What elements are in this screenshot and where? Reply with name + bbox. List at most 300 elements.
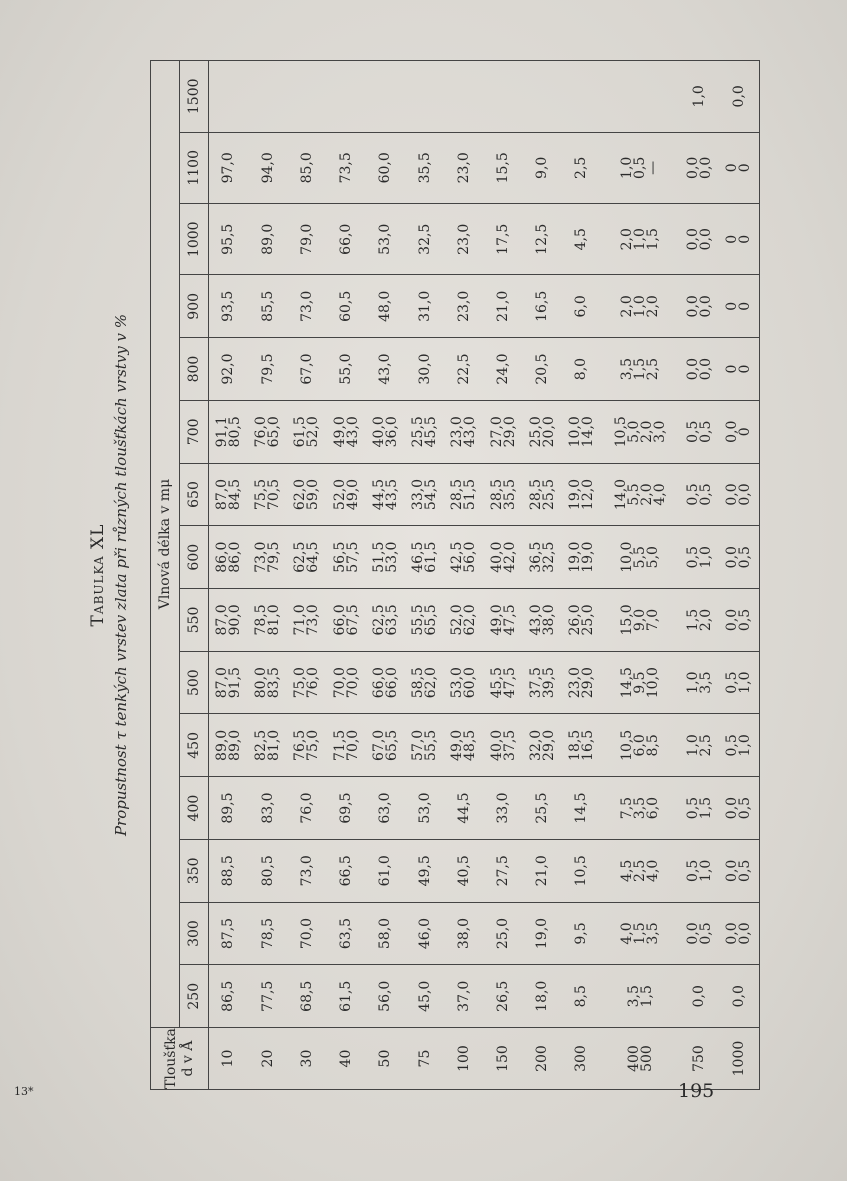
value-cell bbox=[719, 651, 759, 714]
value-cell bbox=[209, 965, 249, 1028]
transmittance-value: 87,0 84,5 bbox=[213, 478, 243, 511]
transmittance-value: 93,5 bbox=[220, 290, 237, 322]
value-cell bbox=[562, 839, 601, 902]
wavelength-header-cell: 700 bbox=[180, 400, 209, 463]
value-cell bbox=[719, 400, 759, 463]
value-cell bbox=[602, 132, 680, 203]
value-cell bbox=[680, 777, 719, 840]
transmittance-value: 73,0 bbox=[298, 855, 315, 887]
transmittance-value: 92,0 bbox=[220, 353, 237, 385]
transmittance-value: 79,5 bbox=[259, 353, 276, 385]
value-cell bbox=[523, 526, 562, 589]
transmittance-value: 52,0 49,0 bbox=[331, 478, 361, 511]
transmittance-value: 75,5 70,5 bbox=[253, 478, 283, 511]
transmittance-value: 62,5 63,5 bbox=[370, 604, 400, 636]
transmittance-value: 9,0 bbox=[534, 156, 551, 179]
transmittance-value: 85,5 bbox=[259, 290, 276, 322]
transmittance-value: 0,5 1,0 bbox=[724, 671, 754, 694]
transmittance-value: 87,5 bbox=[220, 917, 237, 950]
transmittance-value: 0,0 bbox=[730, 85, 747, 108]
wavelength-header-cell: 1500 bbox=[180, 61, 209, 133]
value-cell bbox=[445, 338, 484, 401]
wavelength-header-cell: 250 bbox=[180, 965, 209, 1028]
transmittance-value: 36,5 32,5 bbox=[527, 541, 557, 573]
transmittance-value: 78,5 bbox=[259, 917, 276, 950]
transmittance-value: 14,5 9,5 10,0 bbox=[619, 667, 662, 699]
transmittance-value: 1,5 2,0 bbox=[684, 608, 714, 632]
value-cell bbox=[445, 839, 484, 902]
thickness-cell bbox=[366, 1028, 405, 1090]
transmittance-value: 53,0 bbox=[416, 792, 433, 824]
transmittance-value: 40,0 36,0 bbox=[370, 416, 400, 448]
transmittance-value: 82,5 81,0 bbox=[253, 729, 283, 761]
value-cell bbox=[680, 651, 719, 714]
transmittance-value: 0 0 bbox=[724, 234, 754, 244]
value-cell bbox=[366, 714, 405, 777]
wavelength-header-cell: 350 bbox=[180, 839, 209, 902]
value-cell bbox=[327, 204, 366, 275]
value-cell bbox=[327, 132, 366, 203]
value-cell bbox=[405, 204, 444, 275]
wavelength-header-cell: 450 bbox=[180, 714, 209, 777]
transmittance-value: 19,0 bbox=[534, 917, 551, 950]
transmittance-value: 76,0 65,0 bbox=[253, 416, 283, 448]
transmittance-value: 1,0 3,5 bbox=[684, 671, 714, 694]
transmittance-value: 80,5 bbox=[259, 855, 276, 887]
value-cell bbox=[719, 61, 759, 133]
value-cell bbox=[209, 400, 249, 463]
transmittance-value: 28,5 51,5 bbox=[449, 478, 479, 511]
value-cell bbox=[562, 526, 601, 589]
table-row bbox=[209, 61, 249, 1090]
transmittance-value: 2,0 1,0 2,0 bbox=[619, 295, 662, 318]
thickness-cell bbox=[562, 1028, 601, 1090]
value-cell bbox=[602, 463, 680, 526]
value-cell bbox=[288, 400, 327, 463]
transmittance-value: 14,0 5,5 2,0 4,0 bbox=[612, 478, 668, 511]
value-cell bbox=[249, 463, 288, 526]
transmittance-value: 62,0 59,0 bbox=[292, 478, 322, 511]
value-cell bbox=[445, 132, 484, 203]
thickness-value: 750 bbox=[691, 1045, 708, 1072]
value-cell bbox=[405, 61, 444, 133]
value-cell bbox=[445, 777, 484, 840]
value-cell bbox=[209, 338, 249, 401]
value-cell bbox=[405, 589, 444, 652]
transmittance-value: 79,0 bbox=[298, 223, 315, 255]
value-cell bbox=[209, 902, 249, 965]
value-cell bbox=[249, 651, 288, 714]
thickness-value: 40 bbox=[338, 1049, 355, 1068]
transmittance-value: 10,5 5,0 2,0 3,0 bbox=[612, 416, 668, 448]
table-body bbox=[209, 61, 760, 1090]
value-cell bbox=[484, 777, 523, 840]
transmittance-value: 23,0 bbox=[455, 223, 472, 255]
value-cell bbox=[366, 61, 405, 133]
value-cell bbox=[484, 275, 523, 338]
value-cell bbox=[445, 965, 484, 1028]
table-subtitle: Propustnost τ tenkých vrstev zlata při různých tloušťkách vrstvy v % bbox=[112, 313, 130, 837]
transmittance-value: 23,0 43,0 bbox=[449, 416, 479, 448]
transmittance-value: 57,0 55,5 bbox=[410, 729, 440, 761]
value-cell bbox=[602, 839, 680, 902]
value-cell bbox=[445, 902, 484, 965]
value-cell bbox=[719, 275, 759, 338]
transmittance-value: 24,0 bbox=[495, 353, 512, 385]
value-cell bbox=[445, 400, 484, 463]
value-cell bbox=[719, 902, 759, 965]
value-cell bbox=[327, 526, 366, 589]
value-cell bbox=[445, 589, 484, 652]
value-cell bbox=[602, 651, 680, 714]
transmittance-value: 67,0 bbox=[298, 353, 315, 385]
transmittance-value: 52,0 62,0 bbox=[449, 604, 479, 636]
value-cell bbox=[719, 965, 759, 1028]
value-cell bbox=[405, 275, 444, 338]
transmittance-value: 0,5 1,0 bbox=[724, 734, 754, 757]
transmittance-value: 56,0 bbox=[377, 980, 394, 1012]
transmittance-value: 63,0 bbox=[377, 792, 394, 824]
value-cell bbox=[680, 965, 719, 1028]
value-cell bbox=[562, 902, 601, 965]
value-cell bbox=[209, 463, 249, 526]
thickness-value: 300 bbox=[573, 1045, 590, 1072]
value-cell bbox=[288, 132, 327, 203]
value-cell bbox=[602, 526, 680, 589]
transmittance-value: 38,0 bbox=[455, 917, 472, 950]
thickness-header-line1: Tloušťka bbox=[162, 1028, 179, 1089]
thickness-cell bbox=[288, 1028, 327, 1090]
transmittance-value: 17,5 bbox=[495, 223, 512, 255]
value-cell bbox=[562, 651, 601, 714]
value-cell bbox=[680, 839, 719, 902]
transmittance-value: 49,5 bbox=[416, 855, 433, 887]
transmittance-value: 0,0 0,0 bbox=[724, 483, 754, 506]
value-cell bbox=[602, 965, 680, 1028]
value-cell bbox=[209, 204, 249, 275]
transmittance-value: 15,5 bbox=[495, 152, 512, 184]
thickness-value: 150 bbox=[495, 1045, 512, 1072]
value-cell bbox=[366, 463, 405, 526]
sheet-mark: 13* bbox=[14, 1085, 34, 1098]
transmittance-value: 66,0 67,5 bbox=[331, 604, 361, 636]
transmittance-value: 87,0 91,5 bbox=[213, 667, 243, 699]
value-cell bbox=[327, 902, 366, 965]
value-cell bbox=[327, 965, 366, 1028]
value-cell bbox=[327, 714, 366, 777]
value-cell bbox=[523, 61, 562, 133]
value-cell bbox=[366, 275, 405, 338]
value-cell bbox=[327, 839, 366, 902]
value-cell bbox=[680, 902, 719, 965]
value-cell bbox=[719, 714, 759, 777]
value-cell bbox=[445, 463, 484, 526]
value-cell bbox=[366, 204, 405, 275]
transmittance-value: 20,5 bbox=[534, 353, 551, 385]
transmittance-value: 35,5 bbox=[416, 152, 433, 184]
transmittance-value: 83,0 bbox=[259, 792, 276, 824]
value-cell bbox=[719, 338, 759, 401]
value-cell bbox=[249, 526, 288, 589]
transmittance-value: 0 0 bbox=[724, 364, 754, 374]
wavelength-header-cell: 400 bbox=[180, 777, 209, 840]
value-cell bbox=[405, 902, 444, 965]
transmittance-value: 78,5 81,0 bbox=[253, 604, 283, 636]
value-cell bbox=[405, 965, 444, 1028]
value-cell bbox=[327, 651, 366, 714]
thickness-value: 400 500 bbox=[625, 1045, 655, 1072]
value-cell bbox=[680, 400, 719, 463]
transmittance-value: 4,5 2,5 4,0 bbox=[619, 859, 662, 882]
value-cell bbox=[562, 132, 601, 203]
value-cell bbox=[366, 777, 405, 840]
value-cell bbox=[288, 463, 327, 526]
value-cell bbox=[680, 526, 719, 589]
value-cell bbox=[366, 132, 405, 203]
value-cell bbox=[209, 839, 249, 902]
value-cell bbox=[366, 526, 405, 589]
table-row bbox=[249, 61, 288, 1090]
value-cell bbox=[523, 965, 562, 1028]
transmittance-value: 58,0 bbox=[377, 917, 394, 950]
value-cell bbox=[680, 338, 719, 401]
transmittance-value: 27,5 bbox=[495, 855, 512, 887]
transmittance-value: 6,0 bbox=[573, 295, 590, 318]
transmittance-value: 8,0 bbox=[573, 357, 590, 381]
transmittance-value: 0,0 0,0 bbox=[684, 295, 714, 318]
value-cell bbox=[288, 651, 327, 714]
value-cell bbox=[602, 902, 680, 965]
transmittance-value: 18,5 16,5 bbox=[566, 729, 596, 761]
wavelength-header-cell: 800 bbox=[180, 338, 209, 401]
thickness-cell bbox=[249, 1028, 288, 1090]
transmittance-value: 95,5 bbox=[220, 223, 237, 255]
value-cell bbox=[484, 839, 523, 902]
transmittance-value: 10,5 bbox=[573, 855, 590, 887]
wavelength-header-cell: 300 bbox=[180, 902, 209, 965]
value-cell bbox=[602, 400, 680, 463]
transmittance-value: 45,0 bbox=[416, 980, 433, 1012]
transmittance-value: 40,0 37,5 bbox=[488, 729, 518, 761]
transmittance-value: 44,5 43,5 bbox=[370, 478, 400, 511]
wavelength-header-cell: 900 bbox=[180, 275, 209, 338]
table-row bbox=[288, 61, 327, 1090]
value-cell bbox=[680, 463, 719, 526]
value-cell bbox=[249, 338, 288, 401]
wavelength-header-cell: 1100 bbox=[180, 132, 209, 203]
transmittance-value: 63,5 bbox=[338, 917, 355, 950]
value-cell bbox=[523, 204, 562, 275]
transmittance-value: 2,5 bbox=[573, 156, 590, 179]
table-row bbox=[366, 61, 405, 1090]
transmittance-value: 10,0 14,0 bbox=[566, 416, 596, 448]
wavelength-header-row bbox=[180, 61, 209, 1090]
transmittance-value: 55,5 65,5 bbox=[410, 604, 440, 636]
value-cell bbox=[366, 651, 405, 714]
thickness-value: 30 bbox=[298, 1049, 315, 1068]
value-cell bbox=[445, 651, 484, 714]
value-cell bbox=[366, 400, 405, 463]
transmittance-value: 61,5 bbox=[338, 980, 355, 1012]
value-cell bbox=[288, 589, 327, 652]
value-cell bbox=[523, 463, 562, 526]
thickness-value: 200 bbox=[534, 1045, 551, 1072]
transmittance-value: 60,0 bbox=[377, 152, 394, 184]
transmittance-value: 89,5 bbox=[220, 792, 237, 824]
value-cell bbox=[602, 589, 680, 652]
transmittance-value: 32,0 29,0 bbox=[527, 729, 557, 761]
transmittance-value: 56,5 57,5 bbox=[331, 541, 361, 573]
value-cell bbox=[405, 526, 444, 589]
transmittance-value: 25,5 45,5 bbox=[410, 416, 440, 448]
value-cell bbox=[719, 132, 759, 203]
value-cell bbox=[445, 526, 484, 589]
value-cell bbox=[249, 400, 288, 463]
value-cell bbox=[602, 275, 680, 338]
value-cell bbox=[366, 589, 405, 652]
value-cell bbox=[288, 526, 327, 589]
transmittance-value: 71,5 70,0 bbox=[331, 729, 361, 761]
transmittance-value: 89,0 89,0 bbox=[213, 729, 243, 761]
transmittance-value: 73,0 bbox=[298, 290, 315, 322]
transmittance-value: 49,0 47,5 bbox=[488, 604, 518, 636]
value-cell bbox=[484, 61, 523, 133]
transmittance-value: 86,0 86,0 bbox=[213, 541, 243, 573]
transmittance-value: 44,5 bbox=[455, 792, 472, 824]
transmittance-value: 76,0 bbox=[298, 792, 315, 824]
value-cell bbox=[484, 589, 523, 652]
table-row bbox=[523, 61, 562, 1090]
transmittance-value: 48,0 bbox=[377, 290, 394, 322]
transmittance-value: 69,5 bbox=[338, 792, 355, 824]
value-cell bbox=[484, 204, 523, 275]
transmittance-value: 0,0 0,0 bbox=[684, 156, 714, 179]
transmittance-value: 15,0 9,0 7,0 bbox=[619, 604, 662, 636]
thickness-value: 75 bbox=[416, 1049, 433, 1068]
transmittance-value: 0,0 0,0 bbox=[724, 922, 754, 945]
transmittance-value: 14,5 bbox=[573, 792, 590, 824]
value-cell bbox=[602, 204, 680, 275]
value-cell bbox=[719, 204, 759, 275]
value-cell bbox=[562, 777, 601, 840]
value-cell bbox=[405, 338, 444, 401]
value-cell bbox=[209, 589, 249, 652]
value-cell bbox=[366, 965, 405, 1028]
transmittance-value: 10,0 5,5 5,0 bbox=[619, 541, 662, 573]
transmittance-value: 21,0 bbox=[534, 855, 551, 887]
value-cell bbox=[562, 61, 601, 133]
value-cell bbox=[249, 204, 288, 275]
transmittance-value: 53,0 bbox=[377, 223, 394, 255]
transmittance-value: 0,0 0,0 bbox=[684, 228, 714, 251]
table-row bbox=[719, 61, 759, 1090]
transmittance-value: 19,0 19,0 bbox=[566, 541, 596, 573]
value-cell bbox=[484, 463, 523, 526]
value-cell bbox=[680, 589, 719, 652]
transmittance-value: 9,5 bbox=[573, 922, 590, 945]
thickness-cell bbox=[484, 1028, 523, 1090]
value-cell bbox=[249, 132, 288, 203]
value-cell bbox=[327, 777, 366, 840]
value-cell bbox=[680, 132, 719, 203]
value-cell bbox=[366, 902, 405, 965]
value-cell bbox=[602, 714, 680, 777]
transmittance-value: 25,0 bbox=[495, 917, 512, 950]
value-cell bbox=[209, 61, 249, 133]
value-cell bbox=[288, 714, 327, 777]
value-cell bbox=[327, 338, 366, 401]
transmittance-value: 4,5 bbox=[573, 228, 590, 251]
transmittance-value: 46,0 bbox=[416, 917, 433, 950]
table-title: Tabulka XL bbox=[88, 523, 108, 627]
value-cell bbox=[327, 61, 366, 133]
transmittance-value: 1,0 2,5 bbox=[684, 734, 714, 757]
transmittance-value: 0,5 0,5 bbox=[684, 483, 714, 506]
value-cell bbox=[602, 61, 680, 133]
transmittance-value: 16,5 bbox=[534, 290, 551, 322]
table-row bbox=[484, 61, 523, 1090]
value-cell bbox=[523, 589, 562, 652]
value-cell bbox=[249, 965, 288, 1028]
thickness-cell bbox=[445, 1028, 484, 1090]
transmittance-value: 94,0 bbox=[259, 152, 276, 184]
value-cell bbox=[445, 714, 484, 777]
value-cell bbox=[523, 651, 562, 714]
transmittance-value: 25,5 bbox=[534, 792, 551, 824]
transmittance-value: 27,0 29,0 bbox=[488, 416, 518, 448]
transmittance-value: 43,0 bbox=[377, 353, 394, 385]
transmittance-value: 0,5 1,5 bbox=[684, 796, 714, 820]
value-cell bbox=[719, 463, 759, 526]
transmittance-value: 85,0 bbox=[298, 152, 315, 184]
transmittance-value: 61,5 52,0 bbox=[292, 416, 322, 448]
value-cell bbox=[484, 132, 523, 203]
transmittance-value: 71,0 73,0 bbox=[292, 604, 322, 636]
transmittance-value: 40,5 bbox=[455, 855, 472, 887]
thickness-cell bbox=[405, 1028, 444, 1090]
transmittance-value: 26,5 bbox=[495, 980, 512, 1012]
transmittance-value: 26,0 25,0 bbox=[566, 604, 596, 636]
value-cell bbox=[719, 526, 759, 589]
table-row bbox=[327, 61, 366, 1090]
thickness-cell bbox=[327, 1028, 366, 1090]
table-row bbox=[602, 61, 680, 1090]
value-cell bbox=[288, 338, 327, 401]
value-cell bbox=[484, 902, 523, 965]
transmittance-value: 37,0 bbox=[455, 980, 472, 1012]
value-cell bbox=[249, 902, 288, 965]
transmittance-value: 70,0 bbox=[298, 917, 315, 950]
wavelength-header-cell: 500 bbox=[180, 651, 209, 714]
transmittance-value: 3,5 1,5 bbox=[625, 985, 655, 1008]
value-cell bbox=[288, 61, 327, 133]
value-cell bbox=[562, 275, 601, 338]
value-cell bbox=[602, 338, 680, 401]
value-cell bbox=[209, 275, 249, 338]
transmittance-value: 0,0 bbox=[691, 985, 708, 1008]
transmittance-value: 32,5 bbox=[416, 223, 433, 255]
value-cell bbox=[602, 777, 680, 840]
value-cell bbox=[680, 61, 719, 133]
value-cell bbox=[562, 400, 601, 463]
transmittance-value: 28,5 35,5 bbox=[488, 478, 518, 511]
transmittance-value: 10,5 6,0 8,5 bbox=[619, 729, 662, 761]
transmittance-value: 70,0 70,0 bbox=[331, 667, 361, 699]
transmittance-value: 76,5 75,0 bbox=[292, 729, 322, 761]
transmittance-value: 0,0 0,5 bbox=[724, 859, 754, 882]
transmittance-value: 49,0 43,0 bbox=[331, 416, 361, 448]
thickness-value: 1000 bbox=[730, 1040, 747, 1077]
